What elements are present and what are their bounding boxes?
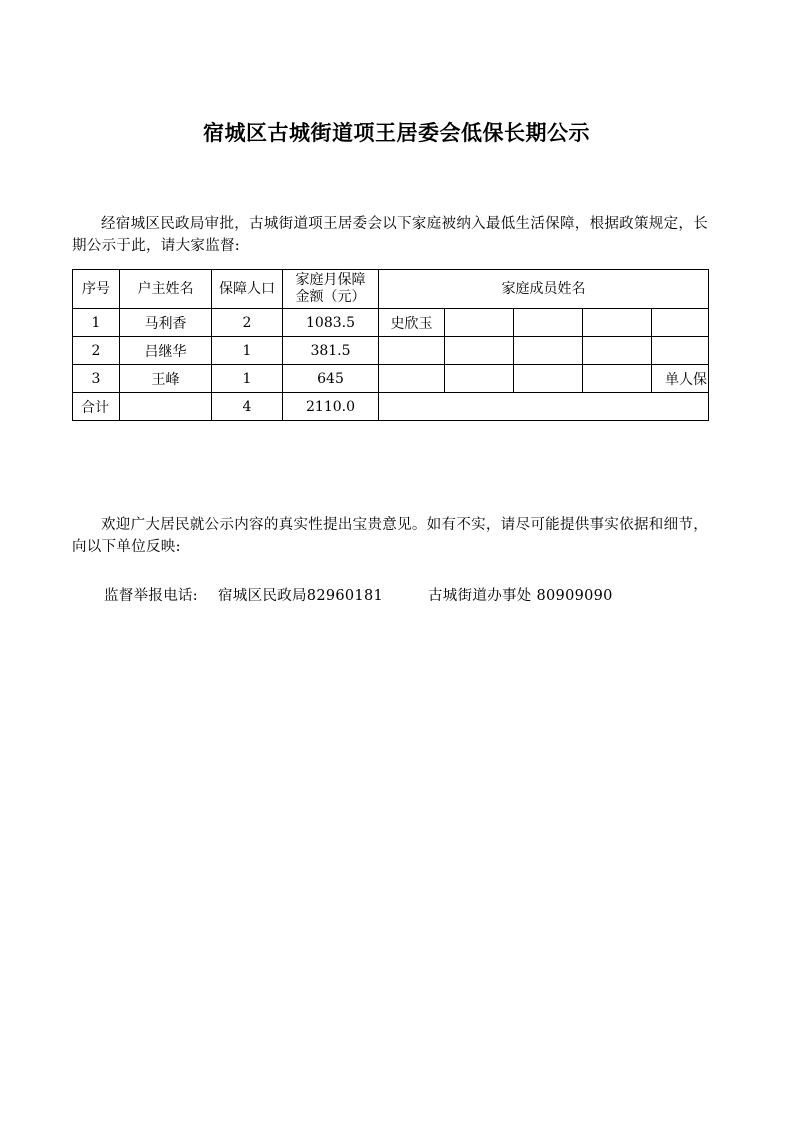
cell-member (514, 337, 583, 365)
cell-amount: 645 (283, 365, 379, 393)
feedback-paragraph: 欢迎广大居民就公示内容的真实性提出宝贵意见。如有不实，请尽可能提供事实依据和细节，向以下单位反映: (72, 517, 708, 555)
intro-paragraph: 经宿城区民政局审批，古城街道项王居委会以下家庭被纳入最低生活保障，根据政策规定，长期公示于此，请大家监督: (72, 216, 708, 254)
cell-member (514, 309, 583, 337)
header-members: 家庭成员姓名 (379, 270, 709, 309)
cell-member (583, 365, 652, 393)
total-label: 合计 (73, 393, 120, 421)
table-total-row (73, 393, 709, 421)
cell-no: 3 (73, 365, 120, 393)
contact-label: 监督举报电话: (104, 588, 198, 604)
cell-persons: 1 (212, 365, 283, 393)
cell-amount: 1083.5 (283, 309, 379, 337)
contact-civil-affairs: 宿城区民政局82960181 (218, 588, 384, 604)
page-title: 宿城区古城街道项王居委会低保长期公示 (203, 121, 590, 145)
cell-member (379, 365, 445, 393)
assistance-table (72, 269, 709, 421)
total-persons: 4 (212, 393, 283, 421)
cell-member (652, 309, 709, 337)
table-row (73, 365, 709, 393)
cell-amount: 381.5 (283, 337, 379, 365)
cell-member (514, 365, 583, 393)
contact-street-office: 古城街道办事处 80909090 (428, 588, 613, 604)
total-members-empty (379, 393, 709, 421)
cell-member: 单人保 (652, 365, 709, 393)
cell-persons: 1 (212, 337, 283, 365)
cell-member (379, 337, 445, 365)
cell-member: 史欣玉 (379, 309, 445, 337)
cell-persons: 2 (212, 309, 283, 337)
cell-no: 2 (73, 337, 120, 365)
cell-member (445, 337, 514, 365)
table-row (73, 337, 709, 365)
cell-no: 1 (73, 309, 120, 337)
cell-member (583, 337, 652, 365)
cell-member (445, 309, 514, 337)
header-amount-line2: 金额（元） (295, 289, 366, 305)
total-amount: 2110.0 (283, 393, 379, 421)
cell-member (445, 365, 514, 393)
total-head-name (120, 393, 212, 421)
cell-member (583, 309, 652, 337)
cell-head-name: 王峰 (120, 365, 212, 393)
header-persons: 保障人口 (212, 270, 283, 309)
cell-member (652, 337, 709, 365)
header-no: 序号 (73, 270, 120, 309)
header-head-name: 户主姓名 (120, 270, 212, 309)
table-header-row (73, 270, 709, 309)
header-amount-line1: 家庭月保障 (295, 272, 366, 288)
table-row (73, 309, 709, 337)
cell-head-name: 吕继华 (120, 337, 212, 365)
cell-head-name: 马利香 (120, 309, 212, 337)
header-amount (283, 270, 379, 309)
